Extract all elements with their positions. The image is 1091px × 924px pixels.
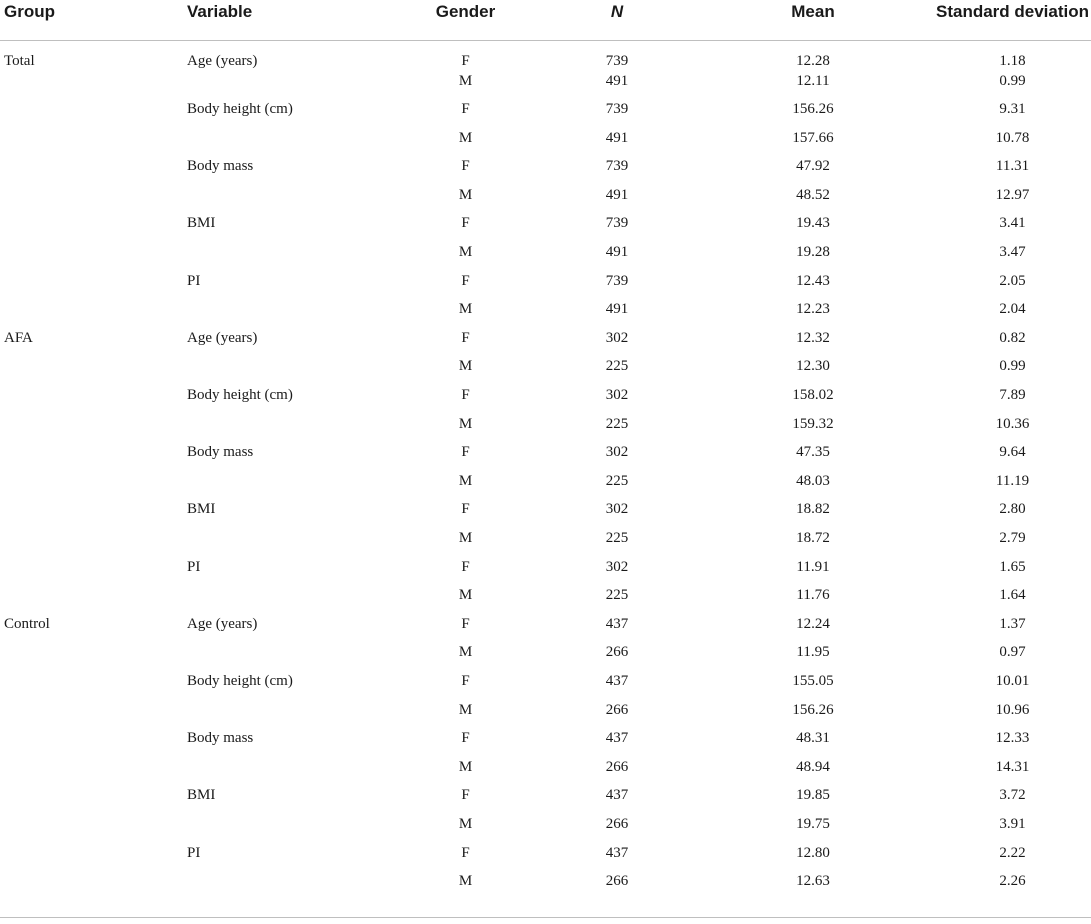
cell-standard-deviation: 9.64 <box>999 444 1026 461</box>
table-row <box>0 585 1091 614</box>
cell-n: 225 <box>605 358 629 375</box>
cell-standard-deviation: 14.31 <box>995 758 1030 775</box>
cell-group <box>0 242 183 271</box>
cell-variable <box>183 471 397 500</box>
cell-variable: Body mass <box>187 158 254 175</box>
cell-variable: Body mass <box>187 444 254 461</box>
cell-group <box>0 299 183 328</box>
cell-group <box>0 71 183 100</box>
cell-mean: 12.63 <box>796 873 830 890</box>
cell-n: 225 <box>605 472 629 489</box>
cell-gender: F <box>461 787 470 804</box>
cell-mean: 12.30 <box>796 358 830 375</box>
cell-gender: F <box>461 101 470 118</box>
cell-mean: 18.72 <box>796 530 830 546</box>
cell-n: 739 <box>605 158 629 175</box>
cell-gender: F <box>461 730 470 747</box>
cell-n: 266 <box>605 758 629 775</box>
table-row <box>0 356 1091 385</box>
table-row <box>0 757 1091 786</box>
cell-gender: F <box>461 615 470 632</box>
cell-variable <box>183 585 397 614</box>
cell-mean: 155.05 <box>792 672 834 689</box>
cell-n: 302 <box>605 387 629 404</box>
cell-group <box>0 557 183 586</box>
cell-group <box>0 757 183 786</box>
cell-mean: 48.52 <box>796 186 830 203</box>
cell-standard-deviation: 2.79 <box>999 530 1026 546</box>
cell-n: 437 <box>605 844 629 861</box>
cell-standard-deviation: 2.22 <box>999 844 1026 861</box>
cell-variable: PI <box>187 272 201 289</box>
cell-group <box>0 585 183 614</box>
header-variable: Variable <box>183 0 397 40</box>
cell-group <box>0 185 183 214</box>
cell-gender: F <box>461 444 470 461</box>
bottom-rule <box>0 917 1091 918</box>
table-row <box>0 499 1091 528</box>
cell-standard-deviation: 3.41 <box>999 215 1026 232</box>
table-row <box>0 328 1091 357</box>
cell-group <box>0 843 183 872</box>
cell-standard-deviation: 11.19 <box>995 472 1030 489</box>
cell-variable <box>183 414 397 443</box>
cell-standard-deviation: 2.26 <box>999 873 1026 890</box>
table-row <box>0 299 1091 328</box>
cell-group <box>0 128 183 157</box>
cell-group <box>0 356 183 385</box>
cell-n: 437 <box>605 730 629 747</box>
cell-n: 437 <box>605 615 629 632</box>
cell-mean: 12.11 <box>796 72 830 89</box>
cell-gender: M <box>458 472 473 489</box>
cell-mean: 12.32 <box>796 329 830 346</box>
cell-n: 739 <box>605 215 629 232</box>
cell-group <box>0 642 183 671</box>
table-row <box>0 156 1091 185</box>
cell-standard-deviation: 11.31 <box>995 158 1030 175</box>
cell-standard-deviation: 0.82 <box>999 329 1026 346</box>
table-row <box>0 700 1091 729</box>
cell-variable <box>183 71 397 100</box>
cell-standard-deviation: 2.05 <box>999 272 1026 289</box>
cell-mean: 12.43 <box>796 272 830 289</box>
cell-variable <box>183 700 397 729</box>
cell-gender: M <box>458 301 473 318</box>
cell-group <box>0 499 183 528</box>
table-row <box>0 40 1091 71</box>
cell-mean: 48.31 <box>796 730 830 747</box>
cell-n: 225 <box>605 587 629 604</box>
cell-group <box>0 728 183 757</box>
cell-gender: M <box>458 186 473 203</box>
cell-standard-deviation: 1.18 <box>999 52 1026 69</box>
cell-mean: 12.23 <box>796 301 830 318</box>
cell-group <box>0 700 183 729</box>
cell-mean: 48.94 <box>796 758 830 775</box>
cell-n: 266 <box>605 701 629 718</box>
cell-standard-deviation: 7.89 <box>999 387 1026 404</box>
cell-gender: F <box>461 844 470 861</box>
cell-mean: 156.26 <box>792 701 834 718</box>
table-row <box>0 785 1091 814</box>
cell-gender: F <box>461 501 470 518</box>
cell-n: 266 <box>605 873 629 890</box>
cell-gender: M <box>458 587 473 604</box>
cell-variable <box>183 242 397 271</box>
cell-standard-deviation: 12.97 <box>995 186 1030 203</box>
cell-n: 225 <box>605 415 629 432</box>
cell-mean: 19.85 <box>796 787 830 804</box>
cell-gender: M <box>458 873 473 890</box>
cell-group: AFA <box>4 329 33 346</box>
cell-group <box>0 528 183 557</box>
cell-n: 302 <box>605 329 629 346</box>
cell-variable: Body height (cm) <box>187 387 293 404</box>
cell-mean: 18.82 <box>796 501 830 518</box>
cell-group <box>0 671 183 700</box>
cell-standard-deviation: 3.47 <box>999 244 1026 261</box>
cell-variable: Body height (cm) <box>187 672 293 689</box>
table-row <box>0 185 1091 214</box>
table-row <box>0 71 1091 100</box>
cell-gender: M <box>458 644 473 661</box>
cell-standard-deviation: 10.01 <box>995 672 1030 689</box>
cell-gender: F <box>461 558 470 575</box>
table-row <box>0 728 1091 757</box>
cell-gender: M <box>458 358 473 375</box>
cell-gender: M <box>458 72 473 89</box>
table-row <box>0 414 1091 443</box>
cell-mean: 12.24 <box>796 615 830 632</box>
cell-variable <box>183 528 397 557</box>
cell-group <box>0 871 183 900</box>
cell-variable <box>183 871 397 900</box>
cell-standard-deviation: 2.04 <box>999 301 1026 318</box>
cell-variable: PI <box>187 844 201 861</box>
cell-variable: Age (years) <box>187 329 258 346</box>
table-row <box>0 128 1091 157</box>
cell-standard-deviation: 0.97 <box>999 644 1026 661</box>
cell-mean: 158.02 <box>792 387 834 404</box>
table-row <box>0 871 1091 900</box>
cell-mean: 47.92 <box>796 158 830 175</box>
header-n: N <box>534 0 700 40</box>
cell-standard-deviation: 0.99 <box>999 72 1026 89</box>
cell-mean: 159.32 <box>792 415 834 432</box>
cell-group <box>0 414 183 443</box>
cell-n: 302 <box>605 558 629 575</box>
table-row <box>0 528 1091 557</box>
cell-mean: 12.80 <box>796 844 830 861</box>
header-mean: Mean <box>700 0 926 40</box>
cell-group <box>0 213 183 242</box>
cell-group <box>0 785 183 814</box>
cell-n: 491 <box>605 186 629 203</box>
cell-standard-deviation: 1.37 <box>999 615 1026 632</box>
cell-n: 437 <box>605 787 629 804</box>
table-row <box>0 99 1091 128</box>
cell-n: 266 <box>605 644 629 661</box>
cell-n: 302 <box>605 501 629 518</box>
cell-mean: 12.28 <box>796 52 830 69</box>
cell-n: 302 <box>605 444 629 461</box>
cell-mean: 157.66 <box>792 129 834 146</box>
cell-variable: Body mass <box>187 730 254 747</box>
cell-n: 491 <box>605 244 629 261</box>
cell-variable: Age (years) <box>187 615 258 632</box>
cell-gender: M <box>458 244 473 261</box>
cell-n: 491 <box>605 72 629 89</box>
cell-standard-deviation: 1.65 <box>999 558 1026 575</box>
cell-n: 225 <box>605 530 629 546</box>
cell-gender: F <box>461 387 470 404</box>
header-group: Group <box>0 0 183 40</box>
cell-group: Control <box>4 615 50 632</box>
cell-gender: F <box>461 52 470 69</box>
cell-mean: 11.91 <box>796 558 830 575</box>
table-header <box>0 0 1091 40</box>
table-row <box>0 213 1091 242</box>
cell-standard-deviation: 1.64 <box>999 587 1026 604</box>
table-row <box>0 642 1091 671</box>
cell-standard-deviation: 10.78 <box>995 129 1030 146</box>
table-row <box>0 242 1091 271</box>
cell-gender: M <box>458 415 473 432</box>
cell-gender: F <box>461 158 470 175</box>
cell-variable: BMI <box>187 501 216 518</box>
cell-mean: 48.03 <box>796 472 830 489</box>
cell-gender: M <box>458 530 473 546</box>
cell-variable: Body height (cm) <box>187 101 293 118</box>
cell-n: 266 <box>605 815 629 832</box>
table-row <box>0 385 1091 414</box>
cell-n: 491 <box>605 301 629 318</box>
cell-group <box>0 156 183 185</box>
cell-standard-deviation: 12.33 <box>995 730 1030 747</box>
cell-gender: F <box>461 272 470 289</box>
table-row <box>0 442 1091 471</box>
cell-variable <box>183 814 397 843</box>
cell-standard-deviation: 0.99 <box>999 358 1026 375</box>
cell-group <box>0 99 183 128</box>
cell-variable <box>183 128 397 157</box>
cell-variable <box>183 642 397 671</box>
cell-group <box>0 442 183 471</box>
cell-n: 739 <box>605 272 629 289</box>
table-row <box>0 614 1091 643</box>
cell-group <box>0 271 183 300</box>
table-row <box>0 814 1091 843</box>
cell-standard-deviation: 9.31 <box>999 101 1026 118</box>
cell-group <box>0 814 183 843</box>
cell-variable: BMI <box>187 787 216 804</box>
table-row <box>0 271 1091 300</box>
cell-n: 491 <box>605 129 629 146</box>
cell-variable: Age (years) <box>187 52 258 69</box>
cell-gender: F <box>461 672 470 689</box>
table-body <box>0 40 1091 900</box>
cell-gender: F <box>461 329 470 346</box>
cell-mean: 11.76 <box>796 587 830 604</box>
cell-mean: 19.75 <box>796 815 830 832</box>
cell-n: 437 <box>605 672 629 689</box>
cell-n: 739 <box>605 52 629 69</box>
cell-n: 739 <box>605 101 629 118</box>
cell-standard-deviation: 3.91 <box>999 815 1026 832</box>
cell-mean: 19.43 <box>796 215 830 232</box>
header-row <box>0 0 1091 40</box>
cell-gender: M <box>458 815 473 832</box>
header-gender: Gender <box>397 0 534 40</box>
cell-mean: 156.26 <box>792 101 834 118</box>
cell-gender: M <box>458 701 473 718</box>
cell-variable <box>183 356 397 385</box>
cell-variable <box>183 299 397 328</box>
table-row <box>0 843 1091 872</box>
cell-gender: M <box>458 758 473 775</box>
cell-mean: 19.28 <box>796 244 830 261</box>
header-standard-deviation: Standard deviation <box>926 0 1091 40</box>
table-row <box>0 471 1091 500</box>
table-row <box>0 557 1091 586</box>
cell-variable: BMI <box>187 215 216 232</box>
cell-standard-deviation: 10.96 <box>995 701 1030 718</box>
cell-variable <box>183 185 397 214</box>
cell-standard-deviation: 10.36 <box>995 415 1030 432</box>
cell-standard-deviation: 3.72 <box>999 787 1026 804</box>
cell-variable <box>183 757 397 786</box>
cell-mean: 47.35 <box>796 444 830 461</box>
cell-standard-deviation: 2.80 <box>999 501 1026 518</box>
table-row <box>0 671 1091 700</box>
cell-group <box>0 471 183 500</box>
cell-group: Total <box>4 52 35 69</box>
cell-gender: F <box>461 215 470 232</box>
cell-gender: M <box>458 129 473 146</box>
cell-mean: 11.95 <box>796 644 830 661</box>
cell-variable: PI <box>187 558 201 575</box>
cell-group <box>0 385 183 414</box>
